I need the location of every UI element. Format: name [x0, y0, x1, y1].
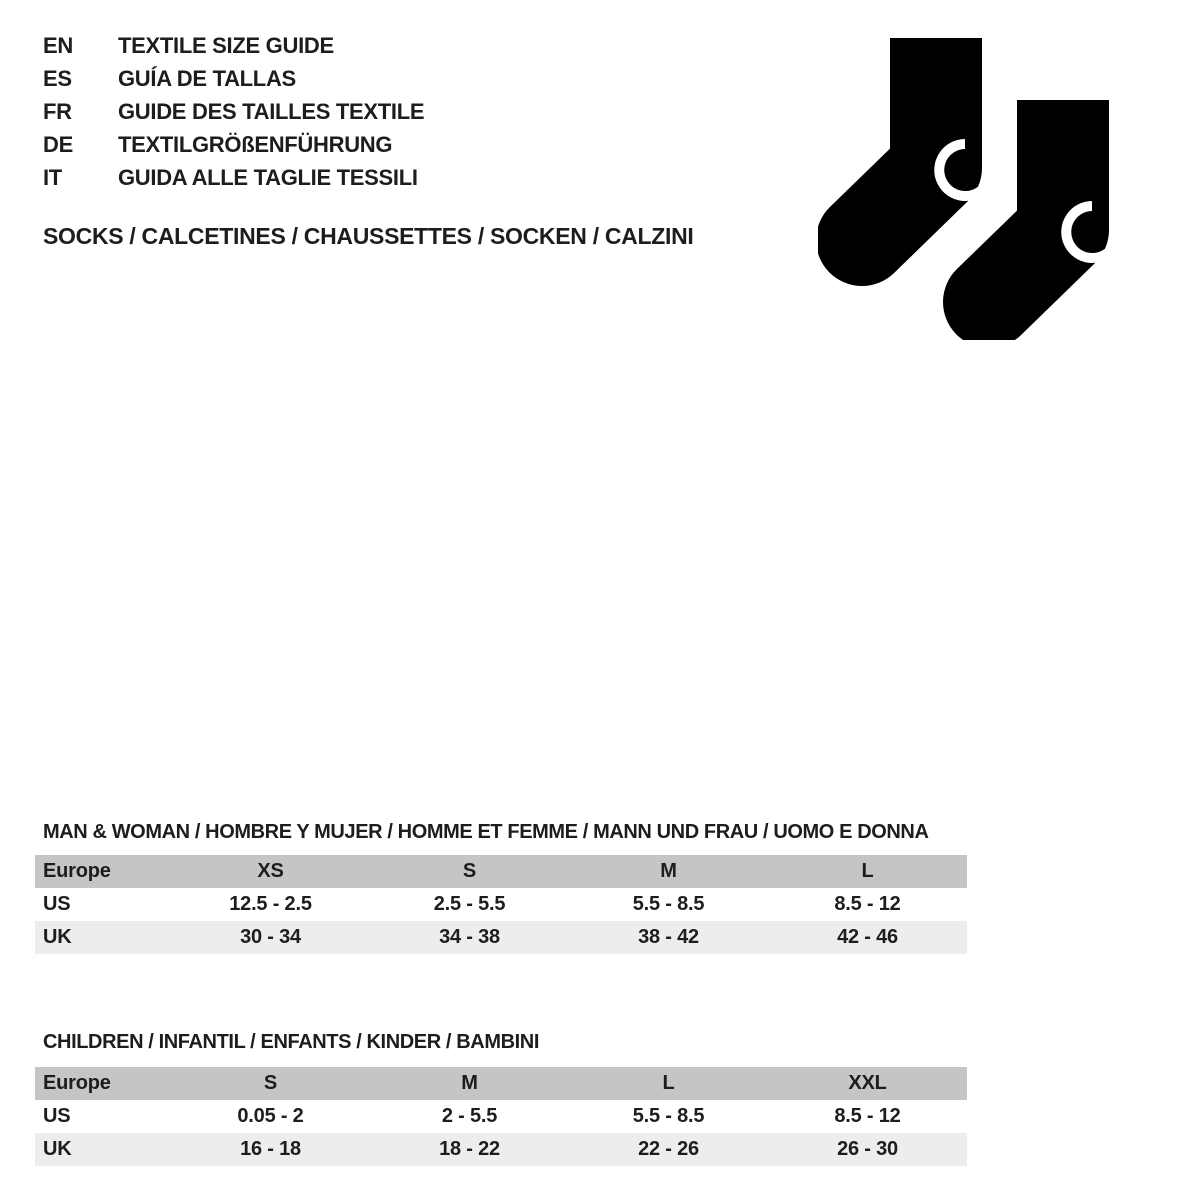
table-header-row — [35, 855, 967, 888]
category-line: SOCKS / CALCETINES / CHAUSSETTES / SOCKEN / CALZINI — [43, 223, 694, 249]
language-title-block — [43, 29, 424, 194]
section-title-children: CHILDREN / INFANTIL / ENFANTS / KINDER / BAMBINI — [43, 1031, 539, 1053]
socks-icon — [818, 36, 1120, 340]
size-cell: 12.5 - 2.5 — [229, 893, 312, 915]
size-cell: 5.5 - 8.5 — [632, 893, 705, 915]
row-label: UK — [43, 1138, 72, 1160]
column-header: M — [660, 860, 677, 882]
column-header: Europe — [43, 860, 111, 882]
language-code: ES — [43, 66, 72, 91]
language-title: GUIDA ALLE TAGLIE TESSILI — [118, 165, 418, 190]
size-cell: 8.5 - 12 — [834, 1105, 901, 1127]
language-row — [43, 29, 424, 62]
language-code: DE — [43, 132, 73, 157]
size-table-adults — [35, 855, 967, 954]
column-header: XXL — [848, 1072, 887, 1094]
size-cell: 16 - 18 — [240, 1138, 301, 1160]
size-cell: 22 - 26 — [638, 1138, 699, 1160]
table-row — [35, 1100, 967, 1133]
language-title: GUIDE DES TAILLES TEXTILE — [118, 99, 425, 124]
size-table-children — [35, 1067, 967, 1166]
language-title: TEXTILGRÖßENFÜHRUNG — [118, 132, 393, 157]
column-header: M — [461, 1072, 478, 1094]
table-header-row — [35, 1067, 967, 1100]
row-label: US — [43, 893, 71, 915]
size-cell: 34 - 38 — [439, 926, 500, 948]
column-header: L — [662, 1072, 675, 1094]
size-cell: 2 - 5.5 — [441, 1105, 498, 1127]
table-row — [35, 888, 967, 921]
column-header: Europe — [43, 1072, 111, 1094]
language-row — [43, 95, 424, 128]
size-cell: 5.5 - 8.5 — [632, 1105, 705, 1127]
table-row — [35, 1133, 967, 1166]
column-header: XS — [257, 860, 284, 882]
language-title: TEXTILE SIZE GUIDE — [118, 33, 334, 58]
column-header: S — [263, 1072, 278, 1094]
language-title: GUÍA DE TALLAS — [118, 66, 296, 91]
size-cell: 2.5 - 5.5 — [433, 893, 506, 915]
size-cell: 30 - 34 — [240, 926, 301, 948]
size-cell: 42 - 46 — [837, 926, 898, 948]
row-label: UK — [43, 926, 72, 948]
size-cell: 0.05 - 2 — [237, 1105, 304, 1127]
row-label: US — [43, 1105, 71, 1127]
size-cell: 26 - 30 — [837, 1138, 898, 1160]
size-cell: 38 - 42 — [638, 926, 699, 948]
language-row — [43, 128, 424, 161]
language-row — [43, 161, 424, 194]
language-code: IT — [43, 165, 62, 190]
table-row — [35, 921, 967, 954]
column-header: S — [462, 860, 477, 882]
size-cell: 18 - 22 — [439, 1138, 500, 1160]
language-row — [43, 62, 424, 95]
language-code: FR — [43, 99, 72, 124]
section-title-adults: MAN & WOMAN / HOMBRE Y MUJER / HOMME ET FEMME / MANN UND FRAU / UOMO E DONNA — [43, 821, 929, 843]
language-code: EN — [43, 33, 73, 58]
column-header: L — [861, 860, 874, 882]
size-cell: 8.5 - 12 — [834, 893, 901, 915]
